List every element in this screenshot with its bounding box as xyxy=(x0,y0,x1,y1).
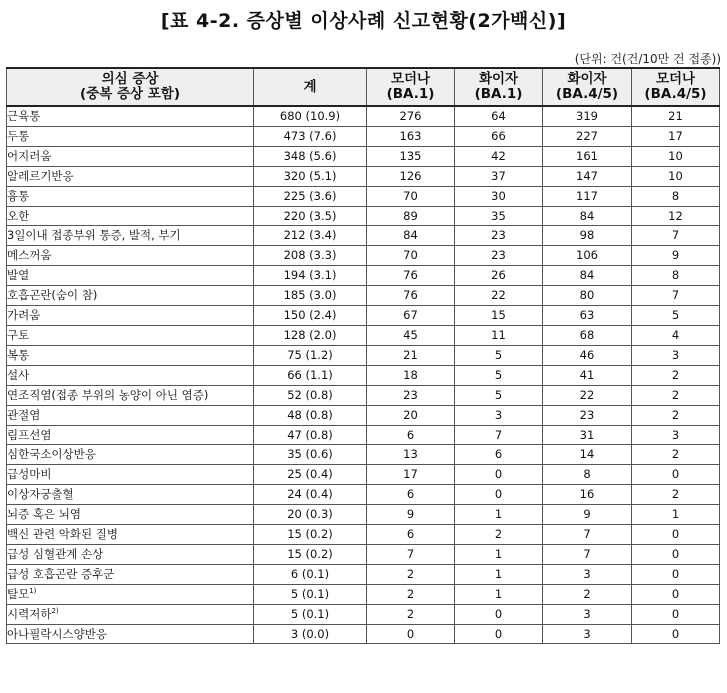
symptom-cell: 림프선염 xyxy=(7,425,254,445)
moderna-ba45-cell: 2 xyxy=(632,485,720,505)
symptom-cell xyxy=(7,584,254,604)
moderna-ba45-cell: 0 xyxy=(632,584,720,604)
moderna-ba45-cell: 0 xyxy=(632,624,720,644)
moderna-ba45-cell: 3 xyxy=(632,345,720,365)
moderna-ba45-cell: 2 xyxy=(632,405,720,425)
moderna-ba1-cell: 2 xyxy=(367,564,455,584)
moderna-ba45-cell: 10 xyxy=(632,146,720,166)
pfizer-ba45-cell: 3 xyxy=(543,564,632,584)
pfizer-ba1-cell: 0 xyxy=(455,465,543,485)
symptom-cell: 뇌증 혹은 뇌염 xyxy=(7,505,254,525)
symptom-cell: 흉통 xyxy=(7,186,254,206)
moderna-ba1-cell: 23 xyxy=(367,385,455,405)
pfizer-ba1-cell: 6 xyxy=(455,445,543,465)
total-cell: 6 (0.1) xyxy=(254,564,367,584)
pfizer-ba45-cell: 84 xyxy=(543,206,632,226)
moderna-ba1-cell: 135 xyxy=(367,146,455,166)
total-cell: 212 (3.4) xyxy=(254,226,367,246)
pfizer-ba1-cell: 30 xyxy=(455,186,543,206)
pfizer-ba1-cell: 23 xyxy=(455,226,543,246)
moderna-ba1-cell: 18 xyxy=(367,365,455,385)
total-cell: 24 (0.4) xyxy=(254,485,367,505)
symptom-cell: 발열 xyxy=(7,266,254,286)
pfizer-ba45-cell: 7 xyxy=(543,544,632,564)
moderna-ba45-cell: 21 xyxy=(632,106,720,126)
symptom-cell xyxy=(7,604,254,624)
pfizer-ba45-cell: 147 xyxy=(543,166,632,186)
pfizer-ba1-cell: 2 xyxy=(455,525,543,545)
table-row xyxy=(7,564,720,584)
page-title: [표 4-2. 증상별 이상사례 신고현황(2가백신)] xyxy=(160,10,567,32)
header-pfizer-ba1-line2: (BA.1) xyxy=(474,86,523,102)
moderna-ba45-cell: 0 xyxy=(632,564,720,584)
header-symptom-line2: (중복 증상 포함) xyxy=(80,86,180,102)
moderna-ba1-cell: 2 xyxy=(367,604,455,624)
moderna-ba1-cell: 6 xyxy=(367,485,455,505)
table-row xyxy=(7,425,720,445)
pfizer-ba1-cell: 1 xyxy=(455,505,543,525)
moderna-ba45-cell: 0 xyxy=(632,525,720,545)
total-cell: 25 (0.4) xyxy=(254,465,367,485)
total-cell: 128 (2.0) xyxy=(254,325,367,345)
total-cell: 225 (3.6) xyxy=(254,186,367,206)
total-cell: 348 (5.6) xyxy=(254,146,367,166)
header-moderna-ba1-line1: 모더나 xyxy=(390,71,431,87)
symptom-cell: 급성 심혈관계 손상 xyxy=(7,544,254,564)
moderna-ba1-cell: 45 xyxy=(367,325,455,345)
moderna-ba45-cell: 0 xyxy=(632,465,720,485)
table-row xyxy=(7,445,720,465)
table-row xyxy=(7,604,720,624)
moderna-ba45-cell: 8 xyxy=(632,186,720,206)
table-row xyxy=(7,525,720,545)
symptom-cell: 어지러움 xyxy=(7,146,254,166)
pfizer-ba45-cell: 161 xyxy=(543,146,632,166)
total-cell: 3 (0.0) xyxy=(254,624,367,644)
pfizer-ba1-cell: 26 xyxy=(455,266,543,286)
table-header-row xyxy=(7,68,720,106)
moderna-ba45-cell: 2 xyxy=(632,385,720,405)
table-row xyxy=(7,246,720,266)
moderna-ba1-cell: 276 xyxy=(367,106,455,126)
moderna-ba45-cell: 12 xyxy=(632,206,720,226)
pfizer-ba1-cell: 37 xyxy=(455,166,543,186)
table-row xyxy=(7,106,720,126)
moderna-ba45-cell: 4 xyxy=(632,325,720,345)
table-row xyxy=(7,126,720,146)
header-moderna-ba1 xyxy=(367,68,455,106)
moderna-ba1-cell: 13 xyxy=(367,445,455,465)
symptom-cell: 복통 xyxy=(7,345,254,365)
table-row xyxy=(7,485,720,505)
symptom-cell: 설사 xyxy=(7,365,254,385)
table-row xyxy=(7,624,720,644)
moderna-ba1-cell: 163 xyxy=(367,126,455,146)
pfizer-ba45-cell: 319 xyxy=(543,106,632,126)
table-row xyxy=(7,306,720,326)
pfizer-ba45-cell: 46 xyxy=(543,345,632,365)
pfizer-ba1-cell: 1 xyxy=(455,564,543,584)
pfizer-ba45-cell: 80 xyxy=(543,286,632,306)
total-cell: 473 (7.6) xyxy=(254,126,367,146)
symptom-cell: 알레르기반응 xyxy=(7,166,254,186)
pfizer-ba1-cell: 42 xyxy=(455,146,543,166)
table-row xyxy=(7,405,720,425)
moderna-ba45-cell: 8 xyxy=(632,266,720,286)
symptom-cell: 심한국소이상반응 xyxy=(7,445,254,465)
symptom-text: 탈모 xyxy=(7,586,30,601)
total-cell: 150 (2.4) xyxy=(254,306,367,326)
moderna-ba45-cell: 7 xyxy=(632,226,720,246)
table-row xyxy=(7,206,720,226)
total-cell: 52 (0.8) xyxy=(254,385,367,405)
footnote-marker: 1) xyxy=(29,586,37,595)
symptom-cell: 근육통 xyxy=(7,106,254,126)
pfizer-ba45-cell: 22 xyxy=(543,385,632,405)
pfizer-ba1-cell: 1 xyxy=(455,544,543,564)
pfizer-ba45-cell: 41 xyxy=(543,365,632,385)
moderna-ba45-cell: 1 xyxy=(632,505,720,525)
symptom-cell: 급성 호흡곤란 증후군 xyxy=(7,564,254,584)
moderna-ba1-cell: 84 xyxy=(367,226,455,246)
pfizer-ba1-cell: 0 xyxy=(455,624,543,644)
total-cell: 66 (1.1) xyxy=(254,365,367,385)
table-row xyxy=(7,286,720,306)
total-cell: 5 (0.1) xyxy=(254,584,367,604)
pfizer-ba1-cell: 23 xyxy=(455,246,543,266)
pfizer-ba45-cell: 84 xyxy=(543,266,632,286)
table-row xyxy=(7,365,720,385)
symptom-cell: 이상자궁출혈 xyxy=(7,485,254,505)
header-total: 계 xyxy=(254,68,367,106)
moderna-ba1-cell: 21 xyxy=(367,345,455,365)
moderna-ba45-cell: 2 xyxy=(632,445,720,465)
table-row xyxy=(7,166,720,186)
table-row xyxy=(7,505,720,525)
table-row xyxy=(7,465,720,485)
moderna-ba45-cell: 9 xyxy=(632,246,720,266)
table-row xyxy=(7,226,720,246)
moderna-ba1-cell: 76 xyxy=(367,266,455,286)
moderna-ba1-cell: 126 xyxy=(367,166,455,186)
symptom-table xyxy=(6,67,720,644)
moderna-ba45-cell: 5 xyxy=(632,306,720,326)
total-cell: 5 (0.1) xyxy=(254,604,367,624)
moderna-ba1-cell: 6 xyxy=(367,425,455,445)
moderna-ba1-cell: 89 xyxy=(367,206,455,226)
pfizer-ba1-cell: 1 xyxy=(455,584,543,604)
symptom-cell: 3일이내 접종부위 통증, 발적, 부기 xyxy=(7,226,254,246)
moderna-ba1-cell: 7 xyxy=(367,544,455,564)
header-moderna-ba1-line2: (BA.1) xyxy=(386,86,435,102)
pfizer-ba1-cell: 0 xyxy=(455,485,543,505)
header-pfizer-ba45 xyxy=(543,68,632,106)
pfizer-ba1-cell: 11 xyxy=(455,325,543,345)
table-row xyxy=(7,345,720,365)
pfizer-ba1-cell: 7 xyxy=(455,425,543,445)
moderna-ba45-cell: 3 xyxy=(632,425,720,445)
moderna-ba45-cell: 17 xyxy=(632,126,720,146)
pfizer-ba1-cell: 22 xyxy=(455,286,543,306)
symptom-text: 시력저하 xyxy=(7,606,52,621)
symptom-cell: 백신 관련 악화된 질병 xyxy=(7,525,254,545)
pfizer-ba45-cell: 3 xyxy=(543,624,632,644)
moderna-ba1-cell: 20 xyxy=(367,405,455,425)
pfizer-ba45-cell: 16 xyxy=(543,485,632,505)
header-pfizer-ba1 xyxy=(455,68,543,106)
table-row xyxy=(7,325,720,345)
moderna-ba1-cell: 70 xyxy=(367,246,455,266)
footnote-marker: 2) xyxy=(51,606,59,615)
symptom-cell: 관절염 xyxy=(7,405,254,425)
header-pfizer-ba45-line1: 화이자 xyxy=(567,71,607,87)
pfizer-ba45-cell: 3 xyxy=(543,604,632,624)
total-cell: 20 (0.3) xyxy=(254,505,367,525)
moderna-ba45-cell: 0 xyxy=(632,604,720,624)
moderna-ba1-cell: 17 xyxy=(367,465,455,485)
table-row xyxy=(7,544,720,564)
symptom-cell: 구토 xyxy=(7,325,254,345)
pfizer-ba45-cell: 23 xyxy=(543,405,632,425)
table-row xyxy=(7,385,720,405)
symptom-cell: 가려움 xyxy=(7,306,254,326)
moderna-ba1-cell: 0 xyxy=(367,624,455,644)
header-symptom-line1: 의심 증상 xyxy=(101,71,159,87)
moderna-ba1-cell: 9 xyxy=(367,505,455,525)
moderna-ba1-cell: 6 xyxy=(367,525,455,545)
pfizer-ba1-cell: 0 xyxy=(455,604,543,624)
header-pfizer-ba1-line1: 화이자 xyxy=(478,71,519,87)
total-cell: 185 (3.0) xyxy=(254,286,367,306)
pfizer-ba45-cell: 227 xyxy=(543,126,632,146)
pfizer-ba45-cell: 63 xyxy=(543,306,632,326)
symptom-cell: 오한 xyxy=(7,206,254,226)
header-symptom xyxy=(7,68,254,106)
header-moderna-ba45-line2: (BA.4/5) xyxy=(644,86,707,102)
moderna-ba45-cell: 2 xyxy=(632,365,720,385)
header-moderna-ba45-line1: 모더나 xyxy=(655,71,696,87)
symptom-cell: 두통 xyxy=(7,126,254,146)
table-row xyxy=(7,186,720,206)
total-cell: 680 (10.9) xyxy=(254,106,367,126)
pfizer-ba1-cell: 66 xyxy=(455,126,543,146)
total-cell: 194 (3.1) xyxy=(254,266,367,286)
table-row xyxy=(7,584,720,604)
pfizer-ba45-cell: 9 xyxy=(543,505,632,525)
pfizer-ba1-cell: 5 xyxy=(455,365,543,385)
pfizer-ba1-cell: 5 xyxy=(455,345,543,365)
total-cell: 48 (0.8) xyxy=(254,405,367,425)
pfizer-ba45-cell: 117 xyxy=(543,186,632,206)
total-cell: 15 (0.2) xyxy=(254,525,367,545)
pfizer-ba1-cell: 64 xyxy=(455,106,543,126)
symptom-cell: 메스꺼움 xyxy=(7,246,254,266)
moderna-ba45-cell: 7 xyxy=(632,286,720,306)
header-moderna-ba45 xyxy=(632,68,720,106)
total-cell: 35 (0.6) xyxy=(254,445,367,465)
moderna-ba1-cell: 76 xyxy=(367,286,455,306)
total-cell: 320 (5.1) xyxy=(254,166,367,186)
symptom-cell: 연조직염(접종 부위의 농양이 아닌 염증) xyxy=(7,385,254,405)
pfizer-ba1-cell: 15 xyxy=(455,306,543,326)
table-row xyxy=(7,266,720,286)
pfizer-ba1-cell: 5 xyxy=(455,385,543,405)
moderna-ba1-cell: 2 xyxy=(367,584,455,604)
pfizer-ba45-cell: 98 xyxy=(543,226,632,246)
pfizer-ba45-cell: 14 xyxy=(543,445,632,465)
moderna-ba1-cell: 70 xyxy=(367,186,455,206)
pfizer-ba45-cell: 68 xyxy=(543,325,632,345)
total-cell: 75 (1.2) xyxy=(254,345,367,365)
total-cell: 15 (0.2) xyxy=(254,544,367,564)
total-cell: 220 (3.5) xyxy=(254,206,367,226)
pfizer-ba45-cell: 31 xyxy=(543,425,632,445)
table-row xyxy=(7,146,720,166)
moderna-ba45-cell: 0 xyxy=(632,544,720,564)
pfizer-ba45-cell: 7 xyxy=(543,525,632,545)
unit-note: (단위: 건(건/10만 건 접종)) xyxy=(574,52,721,66)
header-pfizer-ba45-line2: (BA.4/5) xyxy=(555,86,619,102)
pfizer-ba1-cell: 35 xyxy=(455,206,543,226)
total-cell: 47 (0.8) xyxy=(254,425,367,445)
symptom-cell: 호흡곤란(숨이 참) xyxy=(7,286,254,306)
pfizer-ba1-cell: 3 xyxy=(455,405,543,425)
pfizer-ba45-cell: 8 xyxy=(543,465,632,485)
pfizer-ba45-cell: 2 xyxy=(543,584,632,604)
moderna-ba45-cell: 10 xyxy=(632,166,720,186)
symptom-cell: 아나필락시스양반응 xyxy=(7,624,254,644)
pfizer-ba45-cell: 106 xyxy=(543,246,632,266)
moderna-ba1-cell: 67 xyxy=(367,306,455,326)
symptom-cell: 급성마비 xyxy=(7,465,254,485)
total-cell: 208 (3.3) xyxy=(254,246,367,266)
